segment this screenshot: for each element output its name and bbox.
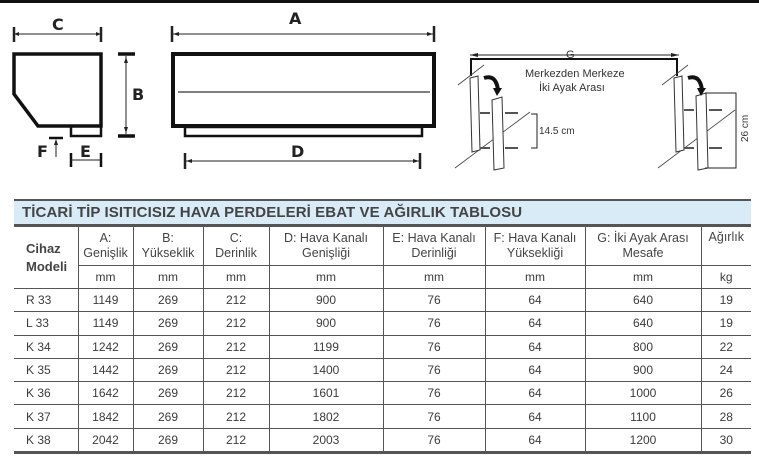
table-row	[14, 289, 751, 312]
cell-weight: 19	[701, 312, 751, 335]
cell-g: 1100	[585, 405, 701, 428]
cell-c: 212	[203, 405, 269, 428]
cell-e: 76	[383, 428, 485, 452]
dimension-weight-table	[14, 199, 751, 454]
cell-g: 1200	[585, 428, 701, 452]
header-row	[14, 227, 751, 266]
cell-b: 269	[133, 312, 203, 335]
cell-weight: 24	[701, 358, 751, 381]
label-a: A	[289, 9, 302, 28]
cell-d: 900	[269, 312, 383, 335]
table-row	[14, 382, 751, 405]
cell-c: 212	[203, 289, 269, 312]
header-weight-line1: Ağırlık	[708, 230, 744, 244]
cell-weight: 22	[701, 335, 751, 358]
table-row	[14, 405, 751, 428]
header-g	[585, 227, 701, 266]
cell-a: 1149	[78, 312, 133, 335]
table-body	[14, 289, 751, 453]
cell-b: 269	[133, 289, 203, 312]
cell-d: 900	[269, 289, 383, 312]
side-view-drawing	[14, 15, 144, 167]
header-a-line1: A:	[99, 231, 112, 245]
cell-g: 640	[585, 312, 701, 335]
header-b	[133, 227, 203, 266]
cell-g: 900	[585, 358, 701, 381]
header-g-line2: Mesafe	[622, 246, 664, 260]
cell-e: 76	[383, 382, 485, 405]
cell-model: K 38	[14, 428, 78, 452]
cell-f: 64	[485, 289, 585, 312]
unit-weight: kg	[701, 266, 751, 289]
header-d	[269, 227, 383, 266]
cell-a: 2042	[78, 428, 133, 452]
header-c-line1: C:	[229, 231, 243, 245]
label-c: C	[52, 15, 64, 34]
cell-e: 76	[383, 335, 485, 358]
cell-d: 1601	[269, 382, 383, 405]
header-model	[14, 227, 78, 289]
cell-model: K 36	[14, 382, 78, 405]
cell-g: 1000	[585, 382, 701, 405]
cell-e: 76	[383, 405, 485, 428]
header-b-line1: B:	[162, 231, 174, 245]
cell-f: 64	[485, 382, 585, 405]
unit-e: mm	[383, 266, 485, 289]
header-d-line1: D: Hava Kanalı	[283, 231, 369, 245]
cell-b: 269	[133, 428, 203, 452]
header-a	[78, 227, 133, 266]
cell-weight: 30	[701, 428, 751, 452]
cell-a: 1442	[78, 358, 133, 381]
front-view-drawing	[172, 9, 434, 169]
header-model-line1: Cihaz	[26, 240, 61, 256]
table-title: TİCARİ TİP ISITICISIZ HAVA PERDELERİ EBAT VE AĞIRLIK TABLOSU	[14, 199, 751, 226]
header-e-line2: Derinliği	[411, 246, 457, 260]
cell-d: 1802	[269, 405, 383, 428]
cell-c: 212	[203, 335, 269, 358]
cell-d: 1199	[269, 335, 383, 358]
header-f-line2: Yüksekliği	[506, 246, 564, 260]
unit-b: mm	[133, 266, 203, 289]
cell-e: 76	[383, 312, 485, 335]
table-row	[14, 335, 751, 358]
cell-e: 76	[383, 358, 485, 381]
cell-weight: 26	[701, 382, 751, 405]
dim-14-5-cm: 14.5 cm	[539, 126, 575, 137]
cell-f: 64	[485, 358, 585, 381]
cell-d: 2003	[269, 428, 383, 452]
cell-b: 269	[133, 335, 203, 358]
header-f	[485, 227, 585, 266]
mount-caption-line1: Merkezden Merkeze	[525, 68, 625, 80]
header-e-line1: E: Hava Kanalı	[392, 231, 476, 245]
cell-model: K 35	[14, 358, 78, 381]
unit-d: mm	[269, 266, 383, 289]
header-weight	[701, 227, 751, 266]
unit-row	[14, 266, 751, 289]
cell-a: 1642	[78, 382, 133, 405]
header-model-line2: Modeli	[26, 258, 68, 274]
cell-f: 64	[485, 312, 585, 335]
header-a-line2: Genişlik	[83, 246, 128, 260]
unit-a: mm	[78, 266, 133, 289]
label-e: E	[80, 142, 91, 161]
unit-c: mm	[203, 266, 269, 289]
label-f: F	[37, 142, 48, 161]
cell-f: 64	[485, 335, 585, 358]
cell-c: 212	[203, 312, 269, 335]
cell-a: 1149	[78, 289, 133, 312]
cell-model: K 34	[14, 335, 78, 358]
table-row	[14, 428, 751, 452]
cell-weight: 19	[701, 289, 751, 312]
cell-b: 269	[133, 382, 203, 405]
unit-f: mm	[485, 266, 585, 289]
header-d-line2: Genişliği	[302, 246, 350, 260]
cell-f: 64	[485, 405, 585, 428]
cell-g: 640	[585, 289, 701, 312]
cell-model: R 33	[14, 289, 78, 312]
header-e	[383, 227, 485, 266]
header-f-line1: F: Hava Kanalı	[493, 231, 577, 245]
mount-caption-line2: İki Ayak Arası	[539, 82, 605, 94]
label-d: D	[291, 142, 305, 161]
cell-b: 269	[133, 358, 203, 381]
cell-d: 1400	[269, 358, 383, 381]
header-g-line1: G: İki Ayak Arası	[597, 231, 689, 245]
cell-c: 212	[203, 428, 269, 452]
label-b: B	[132, 85, 145, 104]
unit-g: mm	[585, 266, 701, 289]
cell-model: K 37	[14, 405, 78, 428]
cell-weight: 28	[701, 405, 751, 428]
cell-a: 1242	[78, 335, 133, 358]
cell-e: 76	[383, 289, 485, 312]
label-g: G	[566, 49, 575, 61]
cell-c: 212	[203, 358, 269, 381]
table-row	[14, 358, 751, 381]
mounting-bracket-drawing	[455, 49, 751, 170]
header-c-line2: Derinlik	[215, 246, 257, 260]
cell-b: 269	[133, 405, 203, 428]
cell-f: 64	[485, 428, 585, 452]
dimension-diagram	[0, 3, 759, 188]
header-c	[203, 227, 269, 266]
cell-c: 212	[203, 382, 269, 405]
cell-a: 1842	[78, 405, 133, 428]
header-b-line2: Yükseklik	[141, 246, 195, 260]
cell-model: L 33	[14, 312, 78, 335]
table-row	[14, 312, 751, 335]
cell-g: 800	[585, 335, 701, 358]
dim-26-cm: 26 cm	[740, 114, 751, 142]
